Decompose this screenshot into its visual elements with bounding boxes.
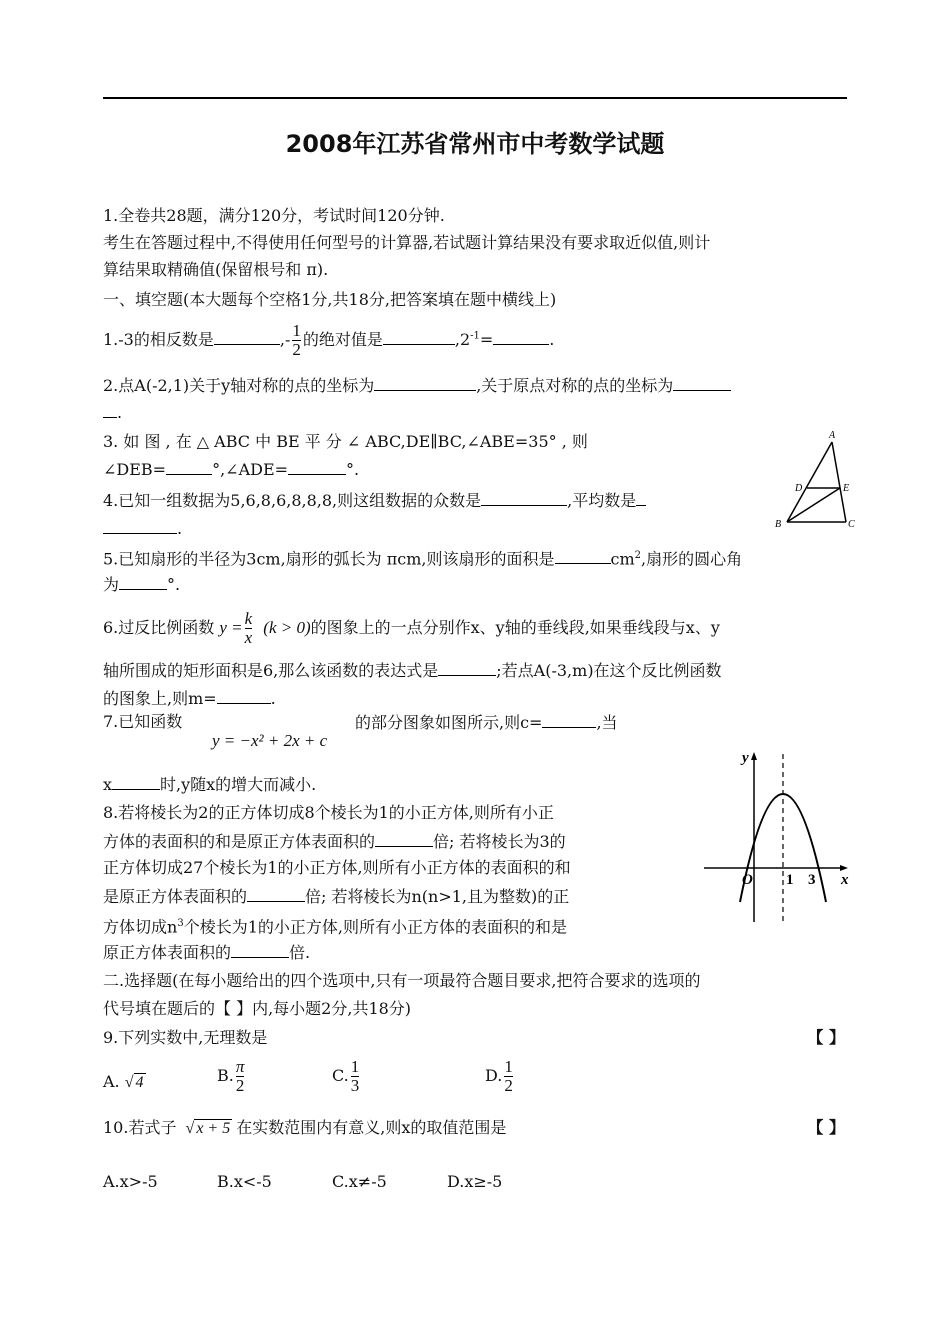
note-2a: 考生在答题过程中,不得使用任何型号的计算器,若试题计算结果没有要求取近似值,则计 xyxy=(103,233,711,252)
label-b: B xyxy=(775,519,782,530)
note-2b: 算结果取精确值(保留根号和 π). xyxy=(103,260,329,279)
question-2 xyxy=(103,375,731,396)
parabola-figure xyxy=(704,750,854,926)
x-axis-arrow-icon xyxy=(840,865,848,871)
q6-text-b: 的图象上的一点分别作x、y轴的垂线段,如果垂线段与x、y xyxy=(310,618,720,637)
q8-text-d: 倍; 若将棱长为n(n>1,且为整数)的正 xyxy=(305,887,570,906)
answer-blank xyxy=(103,402,117,418)
question-2-cont xyxy=(103,402,122,423)
condition: (k > 0) xyxy=(263,618,311,637)
answer-blank xyxy=(542,712,596,728)
superscript: 3 xyxy=(177,918,184,929)
q10-option-c[interactable]: C.x≠-5 xyxy=(332,1172,387,1191)
side-ac xyxy=(832,442,846,522)
q4-text: 4.已知一组数据为5,6,8,6,8,8,8,则这组数据的众数是 xyxy=(103,491,482,510)
question-6-cont xyxy=(103,660,722,681)
q8-text-h: 倍. xyxy=(289,943,311,962)
note-1: 1.全卷共28题，满分120分，考试时间120分钟. xyxy=(103,206,445,225)
q1-text: 1.-3的相反数是 xyxy=(103,330,214,349)
q1-text-c: 的绝对值是 xyxy=(302,330,383,349)
q8-line-6 xyxy=(103,942,310,963)
label-d: D xyxy=(795,483,803,494)
q6-text-c: 轴所围成的矩形面积是6,那么该函数的表达式是 xyxy=(103,661,439,680)
q7-text-d: x xyxy=(103,775,113,794)
label-three: 3 xyxy=(808,872,816,888)
q7-formula: y = −x² + 2x + c xyxy=(212,731,328,750)
fraction-numerator: k xyxy=(244,609,253,628)
question-3: 3. 如 图 , 在 △ ABC 中 BE 平 分 ∠ ABC,DE∥BC,∠ABE=35° , 则 xyxy=(103,432,588,451)
q10-text-b: 在实数范围内有意义,则x的取值范围是 xyxy=(236,1118,507,1137)
formula-y: y = xyxy=(219,618,243,637)
section-2-heading-cont: 代号填在题后的【 】内,每小题2分,共18分) xyxy=(103,999,412,1018)
question-9: 9.下列实数中,无理数是 xyxy=(103,1028,268,1047)
q10-option-a[interactable]: A.x>-5 xyxy=(103,1172,158,1191)
answer-blank xyxy=(112,774,160,790)
answer-blank xyxy=(636,490,646,506)
fraction-denominator: 3 xyxy=(350,1076,360,1095)
option-letter: D. xyxy=(485,1066,503,1085)
q8-line-2 xyxy=(103,831,566,852)
q5-text-c: ,扇形的圆心角 xyxy=(641,549,743,569)
q6-text-d: ;若点A(-3,m)在这个反比例函数 xyxy=(496,661,722,680)
question-1 xyxy=(103,322,554,359)
fraction-denominator: 2 xyxy=(235,1076,245,1095)
q6-text-e: 的图象上,则m= xyxy=(103,689,217,708)
triangle-figure xyxy=(770,428,862,532)
q8-line-3: 正方体切成27个棱长为1的小正方体,则所有小正方体的表面积的和 xyxy=(103,858,571,877)
q1-text-f: . xyxy=(549,330,555,349)
option-letter: C. xyxy=(332,1066,349,1085)
q3-text-b: ∠DEB= xyxy=(103,460,167,479)
q6-text-f: . xyxy=(270,689,276,708)
section-2-heading: 二.选择题(在每小题给出的四个选项中,只有一项最符合题目要求,把符合要求的选项的 xyxy=(103,971,701,990)
q7-text: 7.已知函数 xyxy=(103,712,183,731)
fraction xyxy=(504,1058,513,1095)
y-axis-arrow-icon xyxy=(751,752,757,760)
square-root: √ 4 xyxy=(124,1074,144,1091)
q3-text-c: °,∠ADE= xyxy=(212,460,289,479)
label-y: y xyxy=(742,750,749,766)
q2-text-c: . xyxy=(117,403,123,422)
q7-text-c: ,当 xyxy=(596,713,618,732)
q5-text-b: cm xyxy=(610,549,635,569)
option-letter: B. xyxy=(217,1066,234,1085)
q6-text: 6.过反比例函数 xyxy=(103,618,215,637)
q9-option-c[interactable] xyxy=(332,1058,361,1095)
header-rule xyxy=(103,97,847,99)
answer-blank xyxy=(231,942,289,958)
answer-blank xyxy=(555,548,611,564)
answer-blank xyxy=(481,490,567,506)
radicand: x + 5 xyxy=(196,1120,231,1137)
q7-text-e: 时,y随x的增大而减小. xyxy=(160,775,317,794)
answer-blank xyxy=(214,329,280,345)
q4-text-b: ,平均数是 xyxy=(567,491,637,510)
q8-line-4 xyxy=(103,886,569,907)
answer-blank xyxy=(383,329,455,345)
q2-text: 2.点A(-2,1)关于y轴对称的点的坐标为 xyxy=(103,376,375,395)
q1-text-b: ,- xyxy=(279,330,291,349)
question-5 xyxy=(103,546,742,569)
label-one: 1 xyxy=(786,872,794,888)
label-e: E xyxy=(843,483,850,494)
answer-blank xyxy=(166,459,212,475)
fraction xyxy=(351,1058,360,1095)
answer-blank xyxy=(119,574,167,590)
answer-blank xyxy=(103,518,177,534)
question-3-cont xyxy=(103,459,359,480)
q5-text: 5.已知扇形的半径为3cm,扇形的弧长为 πcm,则该扇形的面积是 xyxy=(103,549,555,569)
q8-text-c: 是原正方体表面积的 xyxy=(103,887,248,906)
q10-text: 10.若式子 xyxy=(103,1118,177,1137)
label-c: C xyxy=(848,519,855,530)
question-5-cont xyxy=(103,574,180,595)
question-4 xyxy=(103,490,646,511)
question-6 xyxy=(103,610,720,647)
question-10 xyxy=(103,1118,506,1139)
q9-option-a[interactable] xyxy=(103,1072,146,1093)
q9-option-b[interactable] xyxy=(217,1058,246,1095)
q8-line-5 xyxy=(103,914,567,937)
question-6-cont-2 xyxy=(103,688,276,709)
answer-blank xyxy=(673,375,731,391)
label-origin: O xyxy=(742,872,753,888)
q1-text-d: ,2 xyxy=(454,330,471,349)
radicand: 4 xyxy=(135,1074,144,1091)
answer-bracket: 【 】 xyxy=(807,1118,845,1137)
q8-text-b: 倍; 若将棱长为3的 xyxy=(433,832,566,851)
q2-text-b: ,关于原点对称的点的坐标为 xyxy=(476,376,674,395)
page-title: 2008年江苏省常州市中考数学试题 xyxy=(285,130,665,158)
question-7-cont xyxy=(103,774,316,795)
fraction xyxy=(292,322,301,359)
q10-option-d[interactable]: D.x≥-5 xyxy=(447,1172,503,1191)
q5-text-e: °. xyxy=(167,575,181,594)
question-4-cont xyxy=(103,518,182,539)
answer-blank xyxy=(247,886,305,902)
square-root: √ x + 5 xyxy=(185,1120,231,1137)
answer-blank xyxy=(288,459,346,475)
fraction xyxy=(245,610,253,647)
superscript: -1 xyxy=(470,330,480,342)
superscript: 2 xyxy=(634,550,642,561)
q10-option-b[interactable]: B.x<-5 xyxy=(217,1172,272,1191)
q8-text: 方体的表面积的和是原正方体表面积的 xyxy=(103,832,376,851)
section-1-heading: 一、填空题(本大题每个空格1分,共18分,把答案填在题中横线上) xyxy=(103,290,557,309)
fraction-numerator: 1 xyxy=(350,1057,360,1076)
answer-bracket: 【 】 xyxy=(807,1028,845,1047)
label-a: A xyxy=(829,430,836,441)
label-x: x xyxy=(841,872,849,888)
q8-text-g: 原正方体表面积的 xyxy=(103,943,232,962)
q5-text-d: 为 xyxy=(103,575,120,594)
fraction-numerator: 1 xyxy=(292,321,301,340)
answer-blank xyxy=(374,375,476,391)
answer-blank xyxy=(375,831,433,847)
answer-blank xyxy=(217,688,271,704)
option-letter: A. xyxy=(103,1072,120,1091)
answer-blank xyxy=(493,329,549,345)
q1-text-e: = xyxy=(479,330,494,349)
fraction-numerator: 1 xyxy=(504,1057,513,1076)
q7-text-b-line xyxy=(355,712,618,733)
q4-text-c: . xyxy=(177,519,183,538)
fraction-numerator: π xyxy=(235,1057,245,1076)
q7-text-b: 的部分图象如图所示,则c= xyxy=(355,713,543,732)
q9-option-d[interactable] xyxy=(485,1058,515,1095)
answer-blank xyxy=(438,660,496,676)
q8-line-1: 8.若将棱长为2的正方体切成8个棱长为1的小正方体,则所有小正 xyxy=(103,803,554,822)
q8-text-e: 方体切成n xyxy=(103,917,178,937)
fraction-denominator: x xyxy=(244,628,253,647)
fraction-denominator: 2 xyxy=(292,340,301,359)
q8-text-f: 个棱长为1的小正方体,则所有小正方体的表面积的和是 xyxy=(183,917,567,937)
side-ab xyxy=(787,442,832,522)
fraction xyxy=(236,1058,245,1095)
fraction-denominator: 2 xyxy=(504,1076,513,1095)
q3-text-d: °. xyxy=(346,460,360,479)
